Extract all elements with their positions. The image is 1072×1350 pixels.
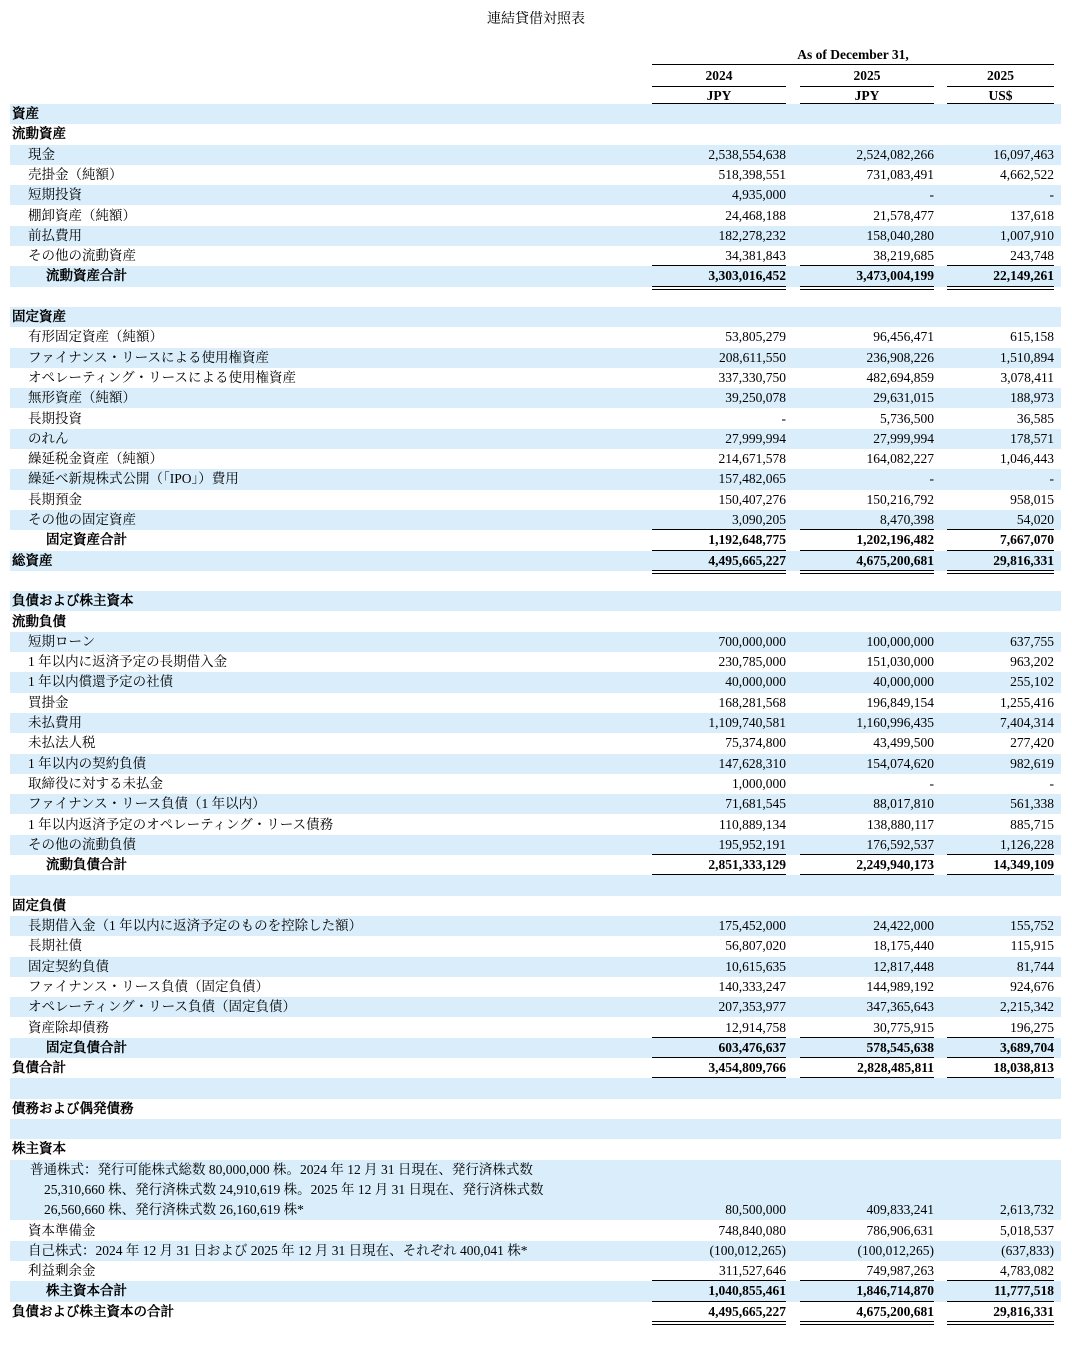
row-label: 長期預金 xyxy=(28,491,82,507)
value-cell: 195,952,191 xyxy=(718,836,786,852)
value-cell: 4,783,082 xyxy=(1000,1263,1054,1279)
value-cell: 150,407,276 xyxy=(718,491,786,507)
value-cell: 4,935,000 xyxy=(732,187,786,203)
double-underline xyxy=(652,1321,786,1325)
row-label: 1 年以内に返済予定の長期借入金 xyxy=(28,654,228,670)
row-label: オペレーティング・リースによる使用権資産 xyxy=(28,369,296,385)
value-cell: 3,303,016,452 xyxy=(708,268,786,284)
grand-total-row xyxy=(10,551,1061,571)
value-cell: - xyxy=(929,471,934,487)
header-rule xyxy=(652,64,1054,65)
value-cell: 982,619 xyxy=(1010,755,1054,771)
value-cell: 40,000,000 xyxy=(725,674,786,690)
line-item xyxy=(10,388,1061,408)
section-header xyxy=(10,124,1061,144)
row-label: 流動資産合計 xyxy=(46,268,127,284)
value-cell: 3,078,411 xyxy=(1000,369,1054,385)
value-cell: - xyxy=(929,187,934,203)
value-cell: 36,585 xyxy=(1016,410,1054,426)
value-cell: 637,755 xyxy=(1010,633,1054,649)
row-label: 負債および株主資本 xyxy=(12,593,134,609)
row-label: 債務および偶発債務 xyxy=(12,1100,134,1116)
value-cell: 214,671,578 xyxy=(718,451,786,467)
value-cell: 924,676 xyxy=(1010,978,1054,994)
value-cell: 4,495,665,227 xyxy=(708,552,786,568)
page-title: 連結貸借対照表 xyxy=(487,12,585,27)
value-cell: (637,833) xyxy=(1001,1242,1054,1258)
value-cell: 138,880,117 xyxy=(867,816,934,832)
line-item xyxy=(10,957,1061,977)
section-header xyxy=(10,307,1061,327)
row-label: 固定負債 xyxy=(12,897,66,913)
line-item xyxy=(10,835,1061,855)
line-item xyxy=(10,1018,1061,1038)
value-cell: 18,175,440 xyxy=(873,938,934,954)
value-cell: 158,040,280 xyxy=(866,227,934,243)
row-label: 流動資産 xyxy=(12,126,66,142)
value-cell: 4,662,522 xyxy=(1000,166,1054,182)
row-label: 普通株式：発行可能株式総数 80,000,000 株。2024 年 12 月 31 日現在、発行済株式数 xyxy=(30,1161,533,1177)
value-cell: 311,527,646 xyxy=(719,1263,786,1279)
value-cell: 347,365,643 xyxy=(866,999,934,1015)
value-cell: 7,404,314 xyxy=(1000,715,1054,730)
section-header xyxy=(10,896,1061,916)
line-item xyxy=(10,185,1061,205)
value-cell: 24,468,188 xyxy=(725,207,786,223)
row-label: ファイナンス・リース負債（1 年以内） xyxy=(28,796,266,812)
subtotal-row xyxy=(10,1281,1061,1301)
line-item xyxy=(10,246,1061,266)
row-label: 取締役に対する未払金 xyxy=(28,775,163,791)
value-cell: - xyxy=(1049,471,1054,487)
row-label: ファイナンス・リース負債（固定負債） xyxy=(28,978,269,994)
value-cell: 140,333,247 xyxy=(718,978,786,994)
value-cell: 3,090,205 xyxy=(732,512,786,527)
line-item xyxy=(10,977,1061,997)
row-label: その他の流動負債 xyxy=(28,836,136,852)
row-label: 短期ローン xyxy=(28,633,96,649)
row-label: 固定資産 xyxy=(12,309,66,324)
value-cell: 155,752 xyxy=(1010,918,1054,933)
value-cell: 81,744 xyxy=(1016,958,1054,974)
column-year-2025-usd: 2025 xyxy=(987,68,1014,83)
value-cell: 39,250,078 xyxy=(725,390,786,406)
value-cell: 43,499,500 xyxy=(873,735,934,751)
value-cell: - xyxy=(1049,187,1054,203)
row-label: 1 年以内の契約負債 xyxy=(28,755,147,771)
value-cell: 110,889,134 xyxy=(719,816,786,832)
row-label: 株主資本合計 xyxy=(46,1283,127,1299)
column-rule xyxy=(652,86,786,87)
value-cell: 1,007,910 xyxy=(1000,227,1054,243)
value-cell: 182,278,232 xyxy=(718,227,786,243)
value-cell: 5,736,500 xyxy=(880,410,934,426)
subtotal-row xyxy=(10,855,1061,875)
period-header: As of December 31, xyxy=(797,47,909,62)
value-cell: 175,452,000 xyxy=(718,918,786,933)
row-label: 現金 xyxy=(28,146,55,162)
value-cell: 3,454,809,766 xyxy=(708,1060,786,1076)
value-cell: 14,349,109 xyxy=(993,857,1054,873)
value-cell: 88,017,810 xyxy=(873,796,934,812)
line-item xyxy=(10,1241,1061,1261)
line-item xyxy=(10,469,1061,489)
row-label: 負債合計 xyxy=(12,1060,66,1076)
row-label: 繰延税金資産（純額） xyxy=(28,451,163,467)
value-cell: 749,987,263 xyxy=(866,1263,934,1279)
row-label: 1 年以内返済予定のオペレーティング・リース債務 xyxy=(28,816,334,832)
line-item xyxy=(10,936,1061,956)
value-cell: 2,538,554,638 xyxy=(708,146,786,162)
value-cell: 958,015 xyxy=(1010,491,1054,507)
row-label: 固定契約負債 xyxy=(28,958,109,974)
column-currency-2025-jpy: JPY xyxy=(854,88,880,103)
value-cell: 2,249,940,173 xyxy=(856,857,934,873)
value-cell: - xyxy=(929,775,934,791)
column-currency-2024: JPY xyxy=(706,88,732,103)
row-label: 売掛金（純額） xyxy=(28,166,123,182)
line-item xyxy=(10,165,1061,185)
row-label: 26,560,660 株、発行済株式数 26,160,619 株* xyxy=(44,1202,304,1218)
value-cell: 96,456,471 xyxy=(873,329,934,345)
line-item xyxy=(10,409,1061,429)
blank-row xyxy=(10,1119,1061,1139)
value-cell: 230,785,000 xyxy=(718,654,786,670)
value-cell: 518,398,551 xyxy=(718,166,786,182)
value-cell: 30,775,915 xyxy=(873,1019,934,1035)
row-label: その他の流動資産 xyxy=(28,248,136,264)
double-underline xyxy=(800,1321,934,1325)
value-cell: 5,018,537 xyxy=(1000,1222,1054,1238)
row-label: 総資産 xyxy=(12,552,53,568)
value-cell: 8,470,398 xyxy=(880,512,934,527)
value-cell: 10,615,635 xyxy=(725,958,786,974)
line-item xyxy=(10,815,1061,835)
row-label: 短期投資 xyxy=(28,187,82,203)
value-cell: 53,805,279 xyxy=(725,329,786,345)
value-cell: 71,681,545 xyxy=(725,796,786,812)
row-label: 繰延べ新規株式公開（「IPO」）費用 xyxy=(28,471,239,487)
value-cell: 144,989,192 xyxy=(866,978,934,994)
value-cell: 885,715 xyxy=(1010,816,1054,832)
column-rule xyxy=(800,86,934,87)
row-label: 資産 xyxy=(12,106,39,121)
value-cell: 255,102 xyxy=(1010,674,1054,690)
value-cell: - xyxy=(1049,775,1054,791)
value-cell: 700,000,000 xyxy=(718,633,786,649)
row-label: 固定負債合計 xyxy=(46,1039,127,1055)
line-item xyxy=(10,997,1061,1017)
column-year-2025-jpy: 2025 xyxy=(853,68,881,83)
row-label: 自己株式：2024 年 12 月 31 日および 2025 年 12 月 31 日現在、それぞれ 400,041 株* xyxy=(28,1242,528,1258)
row-label: 棚卸資産（純額） xyxy=(28,207,136,223)
line-item xyxy=(10,693,1061,713)
value-cell: 157,482,065 xyxy=(718,471,786,487)
value-cell: (100,012,265) xyxy=(857,1242,934,1258)
value-cell: 2,828,485,811 xyxy=(857,1060,934,1076)
value-cell: 154,074,620 xyxy=(866,755,934,771)
value-cell: 578,545,638 xyxy=(866,1039,934,1055)
line-item xyxy=(10,145,1061,165)
row-label: オペレーティング・リース負債（固定負債） xyxy=(28,999,296,1015)
value-cell: 208,611,550 xyxy=(719,349,786,365)
value-cell: 1,202,196,482 xyxy=(856,532,934,548)
subtotal-row xyxy=(10,266,1061,286)
double-underline xyxy=(947,1321,1054,1325)
value-cell: 409,833,241 xyxy=(866,1202,934,1218)
value-cell: 150,216,792 xyxy=(866,491,934,507)
value-cell: 1,109,740,581 xyxy=(708,715,786,730)
value-cell: 277,420 xyxy=(1010,735,1054,751)
value-cell: 11,777,518 xyxy=(993,1283,1054,1299)
value-cell: 207,353,977 xyxy=(718,999,786,1015)
subtotal-row xyxy=(10,530,1061,550)
value-cell: 1,046,443 xyxy=(1000,451,1054,467)
row-label: 1 年以内償還予定の社債 xyxy=(28,674,174,690)
value-cell: 56,807,020 xyxy=(725,938,786,954)
value-cell: 1,160,996,435 xyxy=(856,715,934,730)
line-item xyxy=(10,672,1061,692)
value-cell: 1,192,648,775 xyxy=(708,532,786,548)
value-cell: 1,126,228 xyxy=(1000,836,1054,852)
line-item xyxy=(10,916,1061,936)
line-item xyxy=(10,449,1061,469)
line-item xyxy=(10,510,1061,530)
row-label: 有形固定資産（純額） xyxy=(28,329,163,345)
line-item xyxy=(10,206,1061,226)
value-cell: 21,578,477 xyxy=(873,207,934,223)
value-cell: 3,473,004,199 xyxy=(856,268,934,284)
row-label: 前払費用 xyxy=(28,227,82,243)
value-cell: 176,592,537 xyxy=(866,836,934,852)
value-cell: 1,510,894 xyxy=(1000,349,1054,365)
value-cell: 3,689,704 xyxy=(1000,1039,1054,1055)
row-label: 利益剰余金 xyxy=(28,1263,96,1279)
blank-row xyxy=(10,571,1061,591)
value-cell: 24,422,000 xyxy=(873,918,934,933)
value-cell: 151,030,000 xyxy=(866,654,934,670)
value-cell: 1,846,714,870 xyxy=(856,1283,934,1299)
value-cell: 748,840,080 xyxy=(718,1222,786,1238)
section-header xyxy=(10,1099,1061,1119)
row-label: 未払法人税 xyxy=(28,735,96,751)
value-cell: 29,816,331 xyxy=(993,552,1054,568)
row-label: 25,310,660 株、発行済株式数 24,910,619 株。2025 年 12 月 31 日現在、発行済株式数 xyxy=(44,1181,544,1197)
value-cell: 615,158 xyxy=(1010,329,1054,345)
row-label: 長期借入金（1 年以内に返済予定のものを控除した額） xyxy=(28,918,363,933)
value-cell: 963,202 xyxy=(1010,654,1054,670)
value-cell: 196,849,154 xyxy=(866,694,934,710)
value-cell: 196,275 xyxy=(1010,1019,1054,1035)
grand-total-row xyxy=(10,1302,1061,1322)
value-cell: 147,628,310 xyxy=(718,755,786,771)
column-currency-2025-usd: US$ xyxy=(988,88,1013,103)
row-label: ファイナンス・リースによる使用権資産 xyxy=(28,349,269,365)
line-item xyxy=(10,429,1061,449)
value-cell: 54,020 xyxy=(1016,512,1054,527)
value-cell: 16,097,463 xyxy=(993,146,1054,162)
line-item xyxy=(10,754,1061,774)
value-cell: 2,215,342 xyxy=(1000,999,1054,1015)
line-item xyxy=(10,632,1061,652)
value-cell: 29,816,331 xyxy=(993,1303,1054,1319)
line-item xyxy=(10,1221,1061,1241)
line-item xyxy=(10,774,1061,794)
line-item xyxy=(10,652,1061,672)
value-cell: 40,000,000 xyxy=(873,674,934,690)
blank-row xyxy=(10,875,1061,895)
value-cell: 12,914,758 xyxy=(725,1019,786,1035)
value-cell: (100,012,265) xyxy=(709,1242,786,1258)
value-cell: 29,631,015 xyxy=(873,390,934,406)
row-label: のれん xyxy=(28,430,69,446)
line-item xyxy=(10,794,1061,814)
blank-row xyxy=(10,287,1061,307)
row-label: 流動負債合計 xyxy=(46,857,127,873)
blank-row xyxy=(10,1078,1061,1098)
value-cell: 243,748 xyxy=(1010,248,1054,264)
row-label: 未払費用 xyxy=(28,715,82,730)
value-cell: 1,000,000 xyxy=(732,775,786,791)
value-cell: 38,219,685 xyxy=(873,248,934,264)
value-cell: 27,999,994 xyxy=(725,430,786,446)
value-cell: 75,374,800 xyxy=(725,735,786,751)
value-cell: 115,915 xyxy=(1010,938,1054,954)
row-label: 無形資産（純額） xyxy=(28,390,136,406)
row-label: 買掛金 xyxy=(28,694,69,710)
row-label: 株主資本 xyxy=(12,1141,66,1157)
line-item xyxy=(10,226,1061,246)
row-label: 資本準備金 xyxy=(28,1222,96,1238)
line-item xyxy=(10,368,1061,388)
grand-total-row xyxy=(10,1058,1061,1078)
row-label: 長期社債 xyxy=(28,938,82,954)
value-cell: 603,476,637 xyxy=(718,1039,786,1055)
value-cell: 137,618 xyxy=(1010,207,1054,223)
line-item xyxy=(10,733,1061,753)
section-header xyxy=(10,591,1061,611)
value-cell: 2,851,333,129 xyxy=(708,857,786,873)
value-cell: 22,149,261 xyxy=(993,268,1054,284)
value-cell: 80,500,000 xyxy=(725,1202,786,1218)
value-cell: 2,613,732 xyxy=(1000,1202,1054,1218)
line-item xyxy=(10,327,1061,347)
value-cell: 561,338 xyxy=(1010,796,1054,812)
row-label: 流動負債 xyxy=(12,613,66,629)
value-cell: 4,675,200,681 xyxy=(856,1303,934,1319)
value-cell: 4,495,665,227 xyxy=(708,1303,786,1319)
section-header xyxy=(10,612,1061,632)
value-cell: 731,083,491 xyxy=(866,166,934,182)
line-item xyxy=(10,713,1061,733)
value-cell: 27,999,994 xyxy=(873,430,934,446)
value-cell: 12,817,448 xyxy=(873,958,934,974)
line-item xyxy=(10,348,1061,368)
column-rule xyxy=(947,86,1054,87)
value-cell: 7,667,070 xyxy=(1000,532,1054,548)
row-label: 長期投資 xyxy=(28,410,82,426)
section-header xyxy=(10,1139,1061,1159)
line-item xyxy=(10,490,1061,510)
value-cell: 34,381,843 xyxy=(725,248,786,264)
line-item xyxy=(10,1160,1061,1221)
row-label: 資産除却債務 xyxy=(28,1019,109,1035)
value-cell: 188,973 xyxy=(1010,390,1054,406)
value-cell: 2,524,082,266 xyxy=(856,146,934,162)
column-year-2024: 2024 xyxy=(705,68,733,83)
value-cell: 168,281,568 xyxy=(718,694,786,710)
value-cell: 1,255,416 xyxy=(1000,694,1054,710)
row-label: 負債および株主資本の合計 xyxy=(12,1303,174,1319)
value-cell: 1,040,855,461 xyxy=(708,1283,786,1299)
value-cell: - xyxy=(781,410,786,426)
row-label: 固定資産合計 xyxy=(46,532,127,548)
value-cell: 786,906,631 xyxy=(866,1222,934,1238)
value-cell: 18,038,813 xyxy=(993,1060,1054,1076)
row-label: その他の固定資産 xyxy=(28,512,136,527)
line-item xyxy=(10,1261,1061,1281)
value-cell: 100,000,000 xyxy=(866,633,934,649)
value-cell: 4,675,200,681 xyxy=(856,552,934,568)
value-cell: 482,694,859 xyxy=(866,369,934,385)
value-cell: 164,082,227 xyxy=(866,451,934,467)
section-header xyxy=(10,104,1061,124)
subtotal-row xyxy=(10,1038,1061,1058)
value-cell: 337,330,750 xyxy=(718,369,786,385)
value-cell: 236,908,226 xyxy=(866,349,934,365)
value-cell: 178,571 xyxy=(1010,430,1054,446)
